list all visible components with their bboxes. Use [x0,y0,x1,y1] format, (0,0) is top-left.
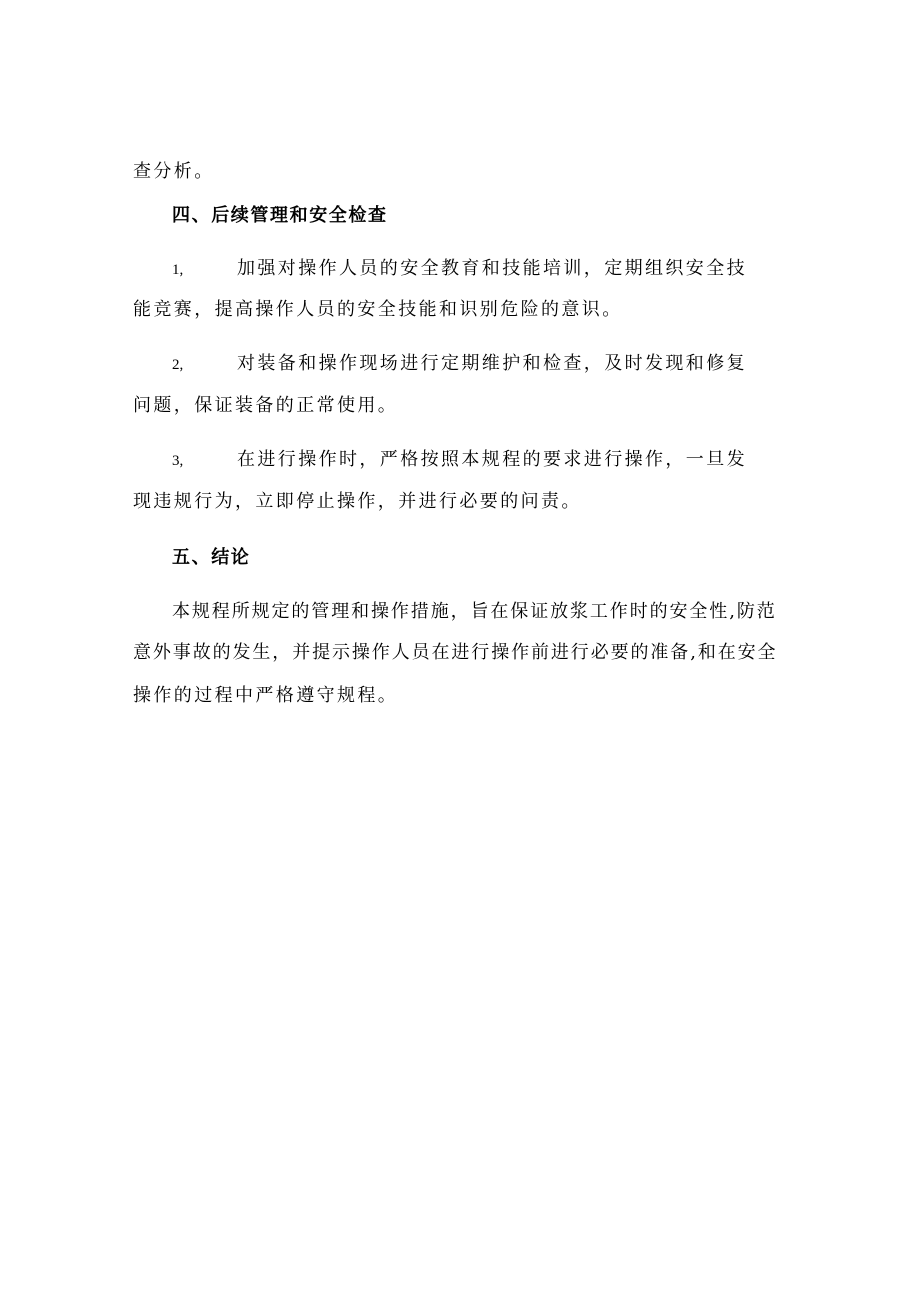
item-1-line-2: 能竞赛，提高操作人员的安全技能和识别危险的意识。 [133,299,623,320]
item-3-line-2: 现违规行为，立即停止操作，并进行必要的问责。 [133,491,582,512]
conclusion-line-3: 操作的过程中严格遵守规程。 [133,685,399,706]
continuation-text: 查分析。 [133,161,215,182]
section-5-heading: 五、结论 [172,547,251,568]
conclusion-line-2: 意外事故的发生，并提示操作人员在进行操作前进行必要的准备,和在安全 [133,642,778,663]
item-2-line-1: 对装备和操作现场进行定期维护和检查，及时发现和修复 [237,353,747,374]
item-1-number: 1, [172,262,184,278]
item-3-line-1: 在进行操作时，严格按照本规程的要求进行操作，一旦发 [237,449,747,470]
item-3-number: 3, [172,453,184,469]
item-2-number: 2, [172,357,184,373]
section-4-heading: 四、后续管理和安全检查 [172,205,388,226]
conclusion-line-1: 本规程所规定的管理和操作措施，旨在保证放浆工作时的安全性,防范 [172,601,777,622]
item-1-line-1: 加强对操作人员的安全教育和技能培训，定期组织安全技 [237,258,747,279]
item-2-line-2: 问题，保证装备的正常使用。 [133,395,399,416]
